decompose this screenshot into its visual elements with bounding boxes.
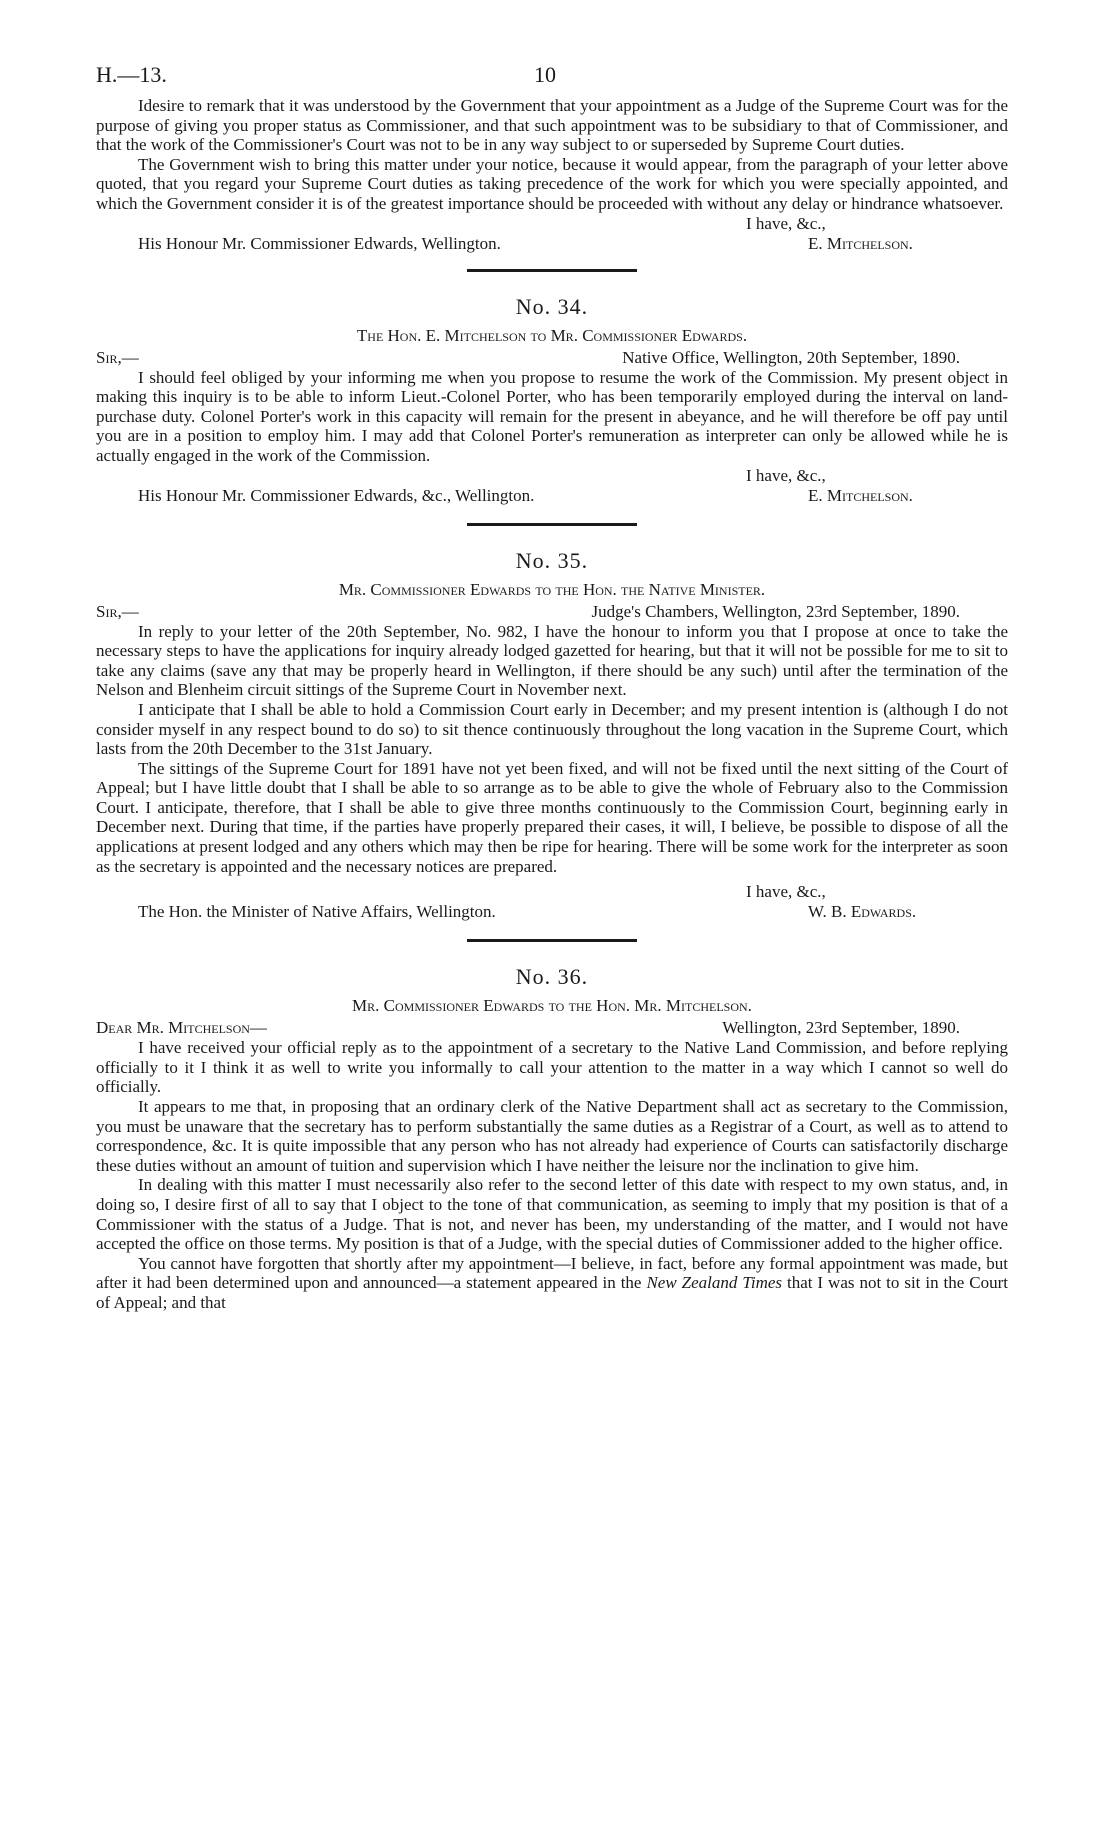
body-paragraph: I should feel obliged by your informing me when you propose to resume the work of the Commission. My present object in making this inquiry is to be able to inform Lieut.-Colonel Porter, who has been temporarily employed during the interval on land-purchase duty. Colonel Porter's work in this capacity will remain for the present in abeyance, and he will therefore be off pay until you are in a position to employ him. I may add that Colonel Porter's remuneration as interpreter can only be allowed while he is actually engaged in the work of the Commission. [96,367,1008,465]
addressee: His Honour Mr. Commissioner Edwards, Wellington. [138,233,501,253]
body-paragraph: I anticipate that I shall be able to hold a Commission Court early in December; and my present intention is (although I do not consider myself in any respect bound to do so) to sit thence continuously throughout the long vacation in the Supreme Court, which lasts from the 20th December to the 31st January. [96,699,1008,759]
closing-line [96,882,1008,902]
closing-text: I have, &c., [746,213,826,233]
document-page [96,62,1008,1313]
body-paragraph: The sittings of the Supreme Court for 1891 have not yet been fixed, and will not be fixed until the next sitting of the Court of Appeal; but I have little doubt that I shall be able to so arrange as to be able to give the whole of February also to the Commission Court. I anticipate, therefore, that I shall be able to give three months continuously to the Commission Court, beginning early in December next. During that time, if the parties have properly prepared their cases, it will, I believe, be possible to dispose of all the applications at present lodged and any others which may then be ripe for hearing. There will be some work for the interpreter as soon as the secretary is appointed and the necessary notices are prepared. [96,758,1008,876]
signature: E. Mitchelson. [808,233,913,253]
closing-text: I have, &c., [746,465,826,485]
letter-number: No. 34. [515,293,589,319]
letter-title: Mr. Commissioner Edwards to the Hon. Mr. Mitchelson. [352,996,752,1016]
letter-title: Mr. Commissioner Edwards to the Hon. the Native Minister. [338,579,766,599]
letter-title: The Hon. E. Mitchelson to Mr. Commissioner Edwards. [356,325,748,345]
letter-heading [96,1018,1008,1038]
document-reference: H.—13. [96,62,167,87]
body-paragraph: In dealing with this matter I must necessarily also refer to the second letter of this date with respect to my own status, and, in doing so, I desire first of all to say that I object to the tone of that communication, as seeming to imply that my position is that of a Commissioner with the status of a Judge. That is not, and never has been, my understanding of the matter, and I would not have accepted the office on those terms. My position is that of a Judge, with the special duties of Commissioner added to the higher office. [96,1175,1008,1254]
body-paragraph [96,1254,1008,1313]
body-paragraph: In reply to your letter of the 20th September, No. 982, I have the honour to inform you that I propose at once to take the necessary steps to have the applications for inquiry already lodged gazetted for hearing, but that it will not be possible for me to sit to take any claims (save any that may be properly heard in Wellington, if there should be any such) until after the termination of the Nelson and Blenheim circuit sittings of the Supreme Court in November next. [96,621,1008,700]
page-header [96,62,1008,96]
body-paragraph: Idesire to remark that it was understood by the Government that your appointment as a Judge of the Supreme Court was for the purpose of giving you proper status as Commissioner, and that such appointment was to be subsidiary to that of Commissioner, and that the work of the Commissioner's Court was not to be in any way subject to or superseded by Supreme Court duties. [96,96,1008,155]
place-date: Judge's Chambers, Wellington, 23rd September, 1890. [591,601,960,621]
signature-line [96,902,1008,922]
signature-line [96,234,1008,254]
body-paragraph: I have received your official reply as to the appointment of a secretary to the Native Land Commission, and before replying officially to it I think it as well to write you informally to call your attention to the matter in a way which I cannot so well do officially. [96,1038,1008,1097]
closing-line [96,466,1008,486]
body-paragraph: The Government wish to bring this matter under your notice, because it would appear, from the paragraph of your letter above quoted, that you regard your Supreme Court duties as taking precedence of the work for which you were specially appointed, and which the Government consider it is of the greatest importance should be proceeded with without any delay or hindrance whatsoever. [96,154,1008,213]
closing-line [96,214,1008,234]
place-date: Wellington, 23rd September, 1890. [722,1018,960,1038]
newspaper-title: New Zealand Times [646,1273,783,1293]
place-date: Native Office, Wellington, 20th September, 1890. [622,347,960,367]
page-number: 10 [534,62,556,87]
body-paragraph: It appears to me that, in proposing that an ordinary clerk of the Native Department shall act as secretary to the Commission, you must be unaware that the secretary has to perform substantially the same duties as a Registrar of a Court, as well as to attend to correspondence, &c. It is quite impossible that any person who has not already had experience of Courts can satisfactorily discharge these duties without an amount of tuition and supervision which I have neither the leisure nor the inclination to give him. [96,1097,1008,1175]
addressee: The Hon. the Minister of Native Affairs, Wellington. [138,902,496,922]
salutation: Sir,— [96,601,139,621]
letter-number: No. 35. [515,547,589,573]
addressee: His Honour Mr. Commissioner Edwards, &c., Wellington. [138,485,535,505]
salutation: Dear Mr. Mitchelson— [96,1018,267,1038]
signature: E. Mitchelson. [808,485,913,505]
salutation: Sir,— [96,347,139,367]
text-segment: You cannot have forgotten that shortly after my appointment—I believe, in fact, before any formal appointment was made, but after it had been determined upon and announced—a statement appeared in the [96,1253,1008,1293]
letter-number: No. 36. [515,964,589,990]
signature: W. B. Edwards. [808,902,917,922]
closing-text: I have, &c., [746,882,826,902]
text-segment: that I was not to sit in the Court of Appeal; and that [96,1273,1008,1312]
signature-line [96,486,1008,506]
letter-heading [96,348,1008,368]
letter-heading [96,602,1008,622]
